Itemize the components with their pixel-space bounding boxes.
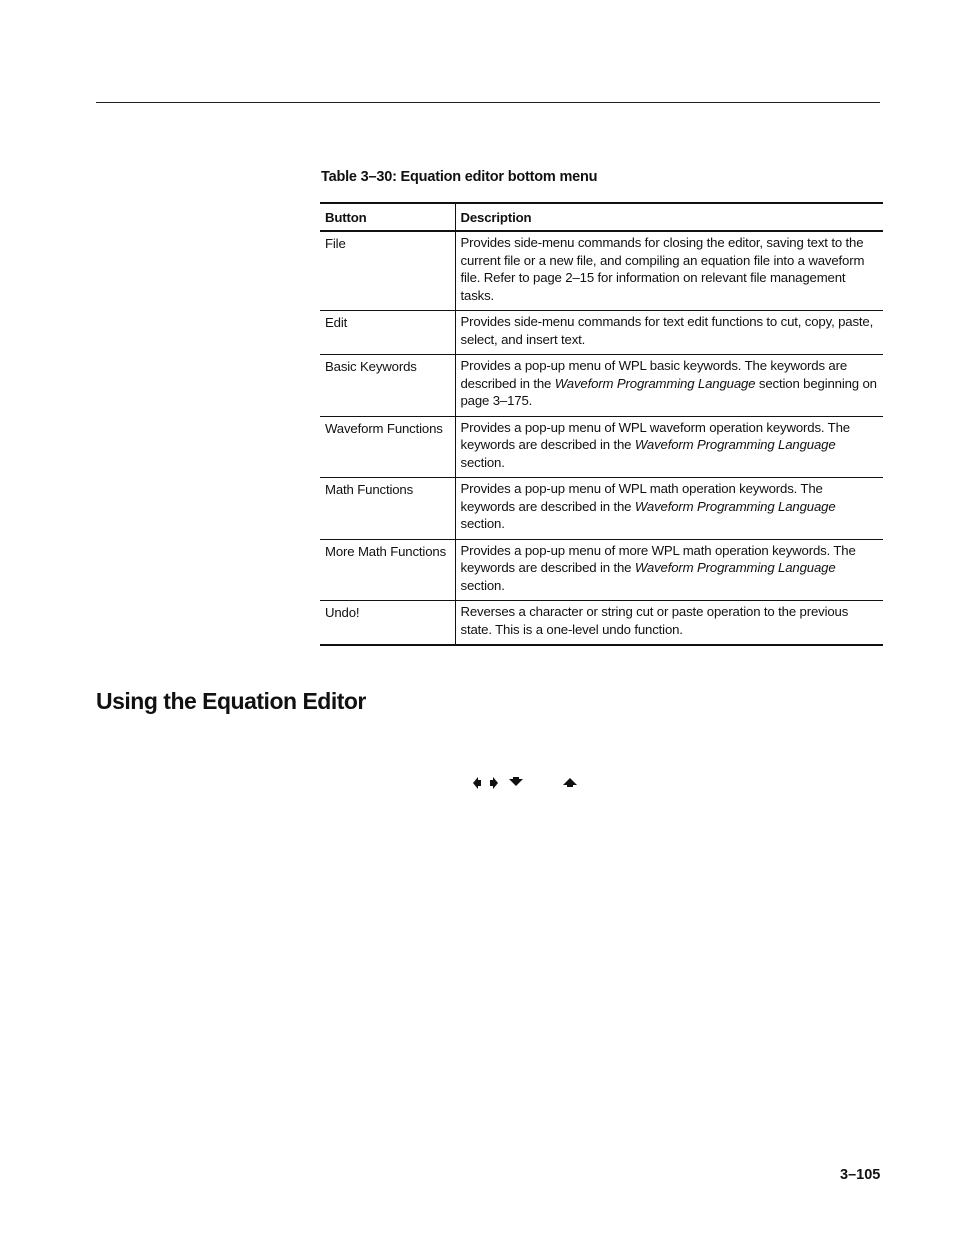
arrow-right-icon xyxy=(489,776,499,790)
button-name-more-math-functions: More Math Functions xyxy=(325,543,447,559)
table-caption: Table 3–30: Equation editor bottom menu xyxy=(321,169,598,185)
table-row xyxy=(320,231,883,311)
manual-section-reference: Waveform Programming Language xyxy=(634,498,836,514)
description-more-math-functions xyxy=(455,539,883,601)
button-name-file: File xyxy=(325,236,346,251)
button-name-waveform-functions: Waveform Functions xyxy=(325,420,443,436)
description-file: Provides side-menu commands for closing the editor, saving text to the current file or a new file, and compiling an equation file into a waveform file. Refer to page 2–15 for information on relevant file management tasks. xyxy=(455,231,883,311)
manual-section-reference: Waveform Programming Language xyxy=(634,437,836,452)
description-waveform-functions xyxy=(455,416,883,478)
manual-section-reference: Waveform Programming Language xyxy=(554,375,756,391)
table-header-row xyxy=(320,203,883,231)
section-heading: Using the Equation Editor xyxy=(96,688,366,714)
arrow-down-icon xyxy=(508,776,524,788)
description-text: section. xyxy=(460,516,505,531)
table-row xyxy=(320,311,883,355)
table-row xyxy=(320,416,883,478)
manual-section-reference: Waveform Programming Language xyxy=(634,560,836,575)
header-rule xyxy=(96,102,880,103)
table-row xyxy=(320,478,883,540)
description-text: section. xyxy=(460,454,505,470)
table-row xyxy=(320,355,883,417)
description-text: section. xyxy=(460,577,505,593)
button-name-basic-keywords: Basic Keywords xyxy=(325,359,417,374)
button-name-edit: Edit xyxy=(325,315,348,330)
equation-editor-menu-table xyxy=(320,202,883,646)
button-name-undo: Undo! xyxy=(325,605,360,620)
description-text: Provides a pop-up menu of WPL math operation keywords. The keywords are described in the xyxy=(460,481,823,514)
table-row xyxy=(320,539,883,601)
column-header-description: Description xyxy=(455,203,883,231)
table-row xyxy=(320,601,883,646)
description-math-functions xyxy=(455,478,883,540)
description-text: Provides a pop-up menu of WPL basic keywords. The keywords are described in the xyxy=(460,358,848,391)
description-text: Provides a pop-up menu of more WPL math operation keywords. The keywords are described in the xyxy=(460,542,856,575)
button-name-math-functions: Math Functions xyxy=(325,482,414,497)
arrow-left-icon xyxy=(472,776,482,790)
description-basic-keywords xyxy=(455,355,883,417)
column-header-button: Button xyxy=(325,210,367,226)
description-edit: Provides side-menu commands for text edit functions to cut, copy, paste, select, and insert text. xyxy=(455,311,883,355)
description-text: Provides a pop-up menu of WPL waveform operation keywords. The keywords are described in the xyxy=(460,419,850,452)
page-number: 3–105 xyxy=(840,1167,881,1183)
description-text: section beginning on page 3–175. xyxy=(460,375,877,408)
arrow-up-icon xyxy=(562,776,578,788)
equation-editor-menu-table-container xyxy=(320,202,883,646)
description-undo: Reverses a character or string cut or paste operation to the previous state. This is a one-level undo function. xyxy=(455,601,883,646)
